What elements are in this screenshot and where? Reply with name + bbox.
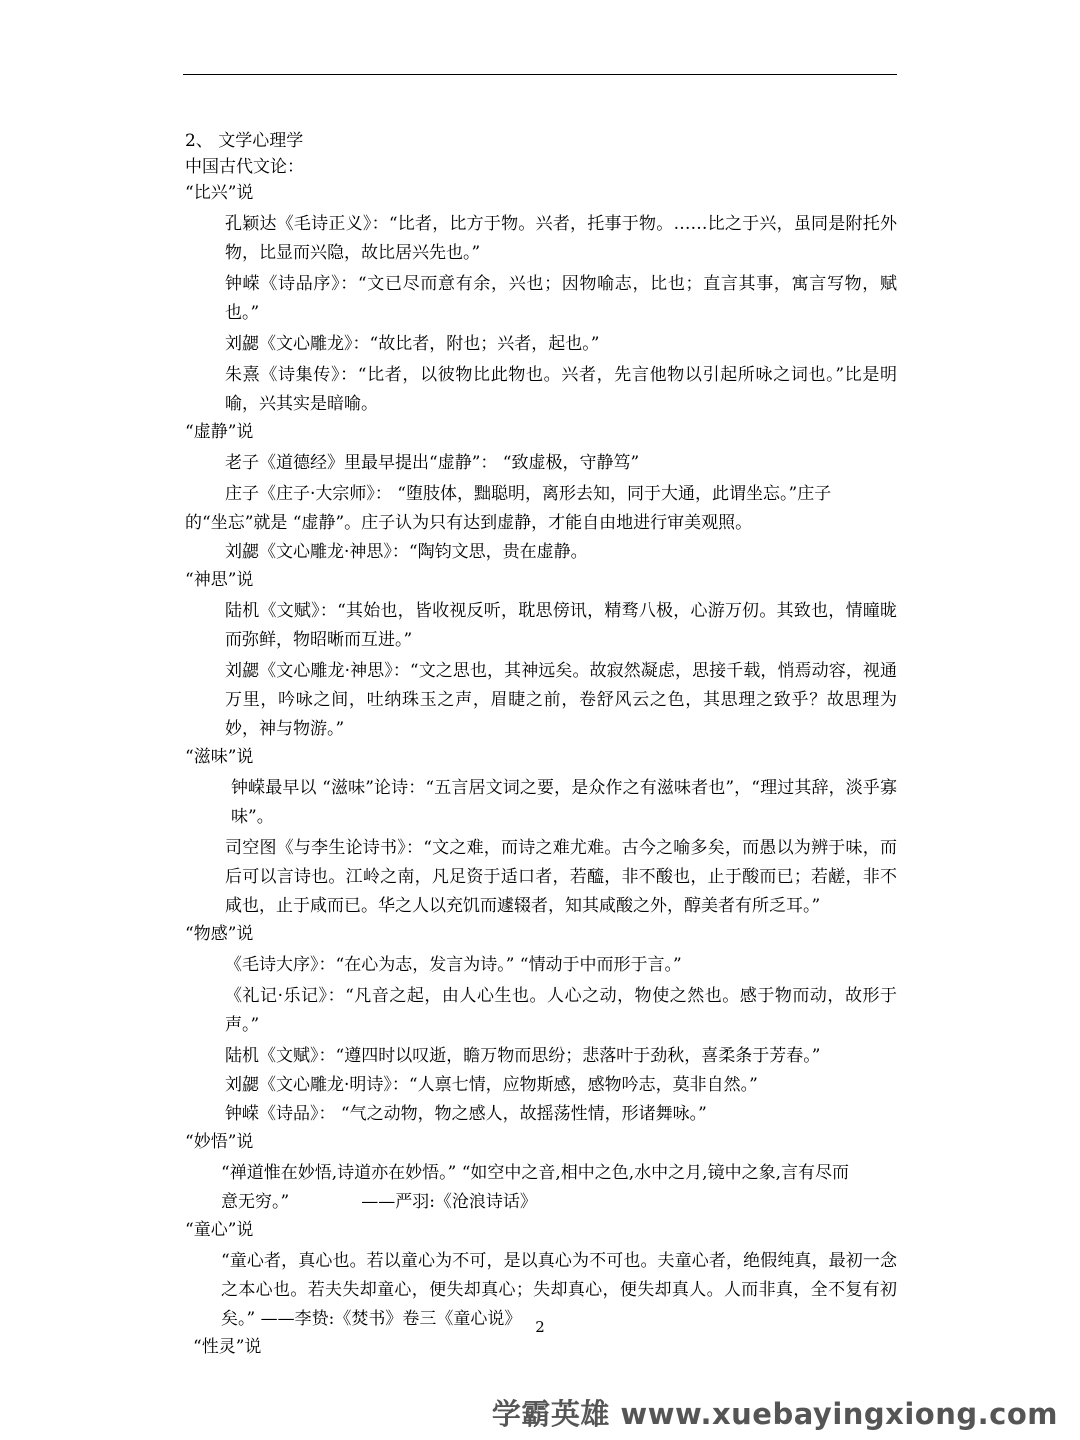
heading-shensi: “神思”说 xyxy=(185,570,254,590)
document-body xyxy=(185,128,897,1360)
quote-liji-yueji: 《礼记·乐记》：“凡音之起，由人心生也。人心之动，物使之然也。感于物而动，故形于声。” xyxy=(225,986,897,1035)
quote-sikong-tu: 司空图《与李生论诗书》：“文之难，而诗之难尤难。古今之喻多矣，而愚以为辨于味，而后可以言诗也。江岭之南，凡足资于适口者，若醯，非不酸也，止于酸而已；若鹾，非不咸也，止于咸而已。华之人以充饥而遽辍者，知其咸酸之外，醇美者有所乏耳。” xyxy=(225,838,897,916)
quote-zhong-rong-ziwei: 钟嵘最早以 “滋味”论诗：“五言居文词之要，是众作之有滋味者也”，“理过其辞，淡乎寡味”。 xyxy=(231,778,897,827)
heading-xingling: “性灵”说 xyxy=(193,1337,262,1357)
quote-lu-ji-wenfu-2: 陆机《文赋》：“遵四时以叹逝，瞻万物而思纷；悲落叶于劲秋，喜柔条于芳春。” xyxy=(225,1046,821,1066)
subtitle: 中国古代文论： xyxy=(185,157,304,177)
watermark: 学霸英雄 www.xuebayingxiong.com xyxy=(491,1397,1058,1431)
quote-yan-yu-line2 xyxy=(185,1188,897,1217)
zhuangzi-note: 的“坐忘”就是 “虚静”。庄子认为只有达到虚静，才能自由地进行审美观照。 xyxy=(185,513,753,533)
quote-zhu-xi: 朱熹《诗集传》：“比者，以彼物比此物也。兴者，先言他物以引起所咏之词也。”比是明喻，兴其实是暗喻。 xyxy=(225,365,897,414)
heading-bixing: “比兴”说 xyxy=(185,183,254,203)
quote-zhong-rong-shipinxu: 钟嵘《诗品序》：“文已尽而意有余，兴也；因物喻志，比也；直言其事，寓言写物，赋也。” xyxy=(225,274,897,323)
quote-zhong-rong-shipin: 钟嵘《诗品》： “气之动物，物之感人，故摇荡性情，形诸舞咏。” xyxy=(225,1104,707,1124)
heading-xujing: “虚静”说 xyxy=(185,422,254,442)
heading-tongxin: “童心”说 xyxy=(185,1220,254,1240)
quote-yan-yu-line1: “禅道惟在妙悟,诗道亦在妙悟。” “如空中之音,相中之色,水中之月,镜中之象,言有尽而 xyxy=(221,1163,849,1183)
quote-kong-yingda: 孔颖达《毛诗正义》：“比者，比方于物。兴者，托事于物。……比之于兴，虽同是附托外物，比显而兴隐，故比居兴先也。” xyxy=(225,214,897,263)
heading-wugan: “物感”说 xyxy=(185,924,254,944)
quote-liu-xie-shensi-2: 刘勰《文心雕龙·神思》：“文之思也，其神远矣。故寂然凝虑，思接千载，悄焉动容，视通万里，吟咏之间，吐纳珠玉之声，眉睫之前，卷舒风云之色，其思理之致乎？故思理为妙，神与物游。” xyxy=(225,661,897,739)
quote-maoshi-daxu: 《毛诗大序》：“在心为志，发言为诗。” “情动于中而形于言。” xyxy=(225,955,682,975)
quote-zhuangzi: 庄子《庄子·大宗师》： “堕肢体，黜聪明，离形去知，同于大通，此谓坐忘。”庄子 xyxy=(225,484,832,504)
quote-liu-xie-shensi: 刘勰《文心雕龙·神思》：“陶钧文思，贵在虚静。 xyxy=(225,542,588,562)
section-title: 2、 文学心理学 xyxy=(185,131,304,151)
quote-liu-xie-wenxin: 刘勰《文心雕龙》：“故比者，附也；兴者，起也。” xyxy=(225,334,600,354)
header-rule xyxy=(183,74,897,75)
quote-yan-yu-source: ——严羽:《沧浪诗话》 xyxy=(361,1192,537,1212)
heading-miaowu: “妙悟”说 xyxy=(185,1132,254,1152)
quote-yan-yu-end: 意无穷。” xyxy=(221,1192,290,1212)
page-number: 2 xyxy=(535,1318,545,1336)
quote-liu-xie-mingshi: 刘勰《文心雕龙·明诗》：“人禀七情，应物斯感，感物吟志，莫非自然。” xyxy=(225,1075,758,1095)
quote-li-zhi: “童心者，真心也。若以童心为不可，是以真心为不可也。夫童心者，绝假纯真，最初一念之本心也。若夫失却童心，便失却真心；失却真心，便失却真人。人而非真，全不复有初矣。” ——李贽:《焚书》卷三《童心说》 xyxy=(221,1251,897,1329)
quote-lu-ji-wenfu: 陆机《文赋》：“其始也，皆收视反听，耽思傍讯，精骛八极，心游万仞。其致也，情曈昽而弥鲜，物昭晰而互进。” xyxy=(225,601,897,650)
quote-laozi: 老子《道德经》里最早提出“虚静”： “致虚极，守静笃” xyxy=(225,453,640,473)
heading-ziwei: “滋味”说 xyxy=(185,747,254,767)
